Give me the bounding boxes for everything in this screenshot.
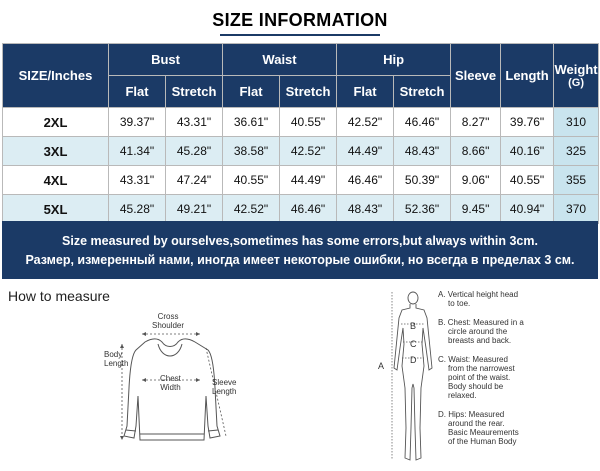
title-underline (220, 34, 380, 36)
legend-line: breasts and back. (448, 336, 512, 345)
how-to-measure-heading: How to measure (8, 288, 110, 304)
cell-bust-flat: 45.28" (109, 195, 166, 224)
header-bust: Bust (109, 44, 223, 76)
label-sleeve-length-line1: Sleeve (212, 378, 237, 387)
cell-length: 40.16" (501, 137, 554, 166)
cell-waist-flat: 36.61" (223, 108, 280, 137)
cell-waist-flat: 40.55" (223, 166, 280, 195)
table-row (3, 137, 599, 166)
legend-line: A. Vertical height head (438, 290, 519, 299)
legend-line: Body should be (448, 382, 504, 391)
cell-waist-stretch: 44.49" (280, 166, 337, 195)
legend-line: D. Hips: Measured (438, 410, 505, 419)
measure-legend (438, 290, 524, 446)
cell-waist-flat: 38.58" (223, 137, 280, 166)
label-body-length (104, 350, 128, 368)
cell-size: 4XL (3, 166, 109, 195)
marker-b: B (410, 321, 417, 331)
cell-hip-flat: 42.52" (337, 108, 394, 137)
cell-waist-stretch: 46.46" (280, 195, 337, 224)
cell-length: 40.94" (501, 195, 554, 224)
cell-hip-flat: 44.49" (337, 137, 394, 166)
header-bust-flat: Flat (109, 76, 166, 108)
header-waist: Waist (223, 44, 337, 76)
header-hip-stretch: Stretch (394, 76, 451, 108)
title-block (0, 0, 600, 40)
header-hip-flat: Flat (337, 76, 394, 108)
table-header-row (3, 44, 599, 76)
table-row (3, 108, 599, 137)
table-row (3, 166, 599, 195)
marker-c: C (410, 339, 417, 349)
legend-line: circle around the (448, 327, 508, 336)
header-waist-stretch: Stretch (280, 76, 337, 108)
cell-sleeve: 8.27" (451, 108, 501, 137)
human-body-diagram (386, 288, 440, 468)
header-weight-label: Weight (554, 62, 598, 77)
header-waist-flat: Flat (223, 76, 280, 108)
cell-waist-flat: 42.52" (223, 195, 280, 224)
header-weight-unit: (G) (568, 77, 584, 89)
cell-size: 3XL (3, 137, 109, 166)
legend-line: point of the waist. (448, 373, 511, 382)
legend-line: from the narrowest (448, 364, 515, 373)
legend-line: Basic Meaurements (448, 428, 519, 437)
legend-line: of the Human Body (448, 437, 517, 446)
label-cross-shoulder (152, 312, 184, 330)
legend-line: to toe. (448, 299, 471, 308)
header-sleeve: Sleeve (451, 44, 501, 108)
header-bust-stretch: Stretch (166, 76, 223, 108)
cell-bust-flat: 43.31" (109, 166, 166, 195)
cell-hip-stretch: 48.43" (394, 137, 451, 166)
cell-bust-flat: 39.37" (109, 108, 166, 137)
cell-weight: 310 (554, 108, 599, 137)
cell-sleeve: 8.66" (451, 137, 501, 166)
measurement-notice (2, 221, 598, 279)
cell-hip-flat: 46.46" (337, 166, 394, 195)
notice-english: Size measured by ourselves,sometimes has some errors,but always within 3cm. (62, 234, 538, 248)
cell-weight: 355 (554, 166, 599, 195)
how-to-measure-section (0, 282, 600, 471)
cell-waist-stretch: 42.52" (280, 137, 337, 166)
page-title: SIZE INFORMATION (212, 10, 388, 30)
cell-sleeve: 9.06" (451, 166, 501, 195)
cell-size: 5XL (3, 195, 109, 224)
header-hip: Hip (337, 44, 451, 76)
size-table (2, 43, 599, 224)
cell-size: 2XL (3, 108, 109, 137)
header-length: Length (501, 44, 554, 108)
label-body-length-line1: Body (104, 350, 123, 359)
cell-bust-flat: 41.34" (109, 137, 166, 166)
cell-bust-stretch: 47.24" (166, 166, 223, 195)
cell-sleeve: 9.45" (451, 195, 501, 224)
cell-weight: 325 (554, 137, 599, 166)
cell-length: 40.55" (501, 166, 554, 195)
label-cross-shoulder-line1: Cross (157, 312, 179, 321)
cell-bust-stretch: 49.21" (166, 195, 223, 224)
notice-russian: Размер, измеренный нами, иногда имеет некоторые ошибки, но всегда в пределах 3 см. (25, 253, 575, 267)
legend-line: B. Chest: Measured in a (438, 318, 524, 327)
cell-bust-stretch: 45.28" (166, 137, 223, 166)
cell-hip-stretch: 52.36" (394, 195, 451, 224)
cell-length: 39.76" (501, 108, 554, 137)
label-sleeve-length-line2: Length (212, 387, 237, 396)
table-row (3, 195, 599, 224)
label-chest-width (160, 374, 181, 392)
header-weight (554, 44, 599, 108)
cell-weight: 370 (554, 195, 599, 224)
label-body-length-line2: Length (104, 359, 129, 368)
cell-hip-flat: 48.43" (337, 195, 394, 224)
cell-bust-stretch: 43.31" (166, 108, 223, 137)
label-chest-width-line2: Width (160, 383, 181, 392)
header-size: SIZE/Inches (3, 44, 109, 108)
cell-hip-stretch: 46.46" (394, 108, 451, 137)
label-cross-shoulder-line2: Shoulder (152, 321, 185, 330)
marker-a: A (378, 361, 385, 371)
legend-line: C. Waist: Measured (438, 355, 508, 364)
marker-d: D (410, 355, 417, 365)
cell-waist-stretch: 40.55" (280, 108, 337, 137)
legend-line: relaxed. (448, 391, 477, 400)
cell-hip-stretch: 50.39" (394, 166, 451, 195)
legend-line: around the rear. (448, 419, 505, 428)
label-chest-width-line1: Chest (160, 374, 181, 383)
label-sleeve-length (212, 378, 236, 396)
